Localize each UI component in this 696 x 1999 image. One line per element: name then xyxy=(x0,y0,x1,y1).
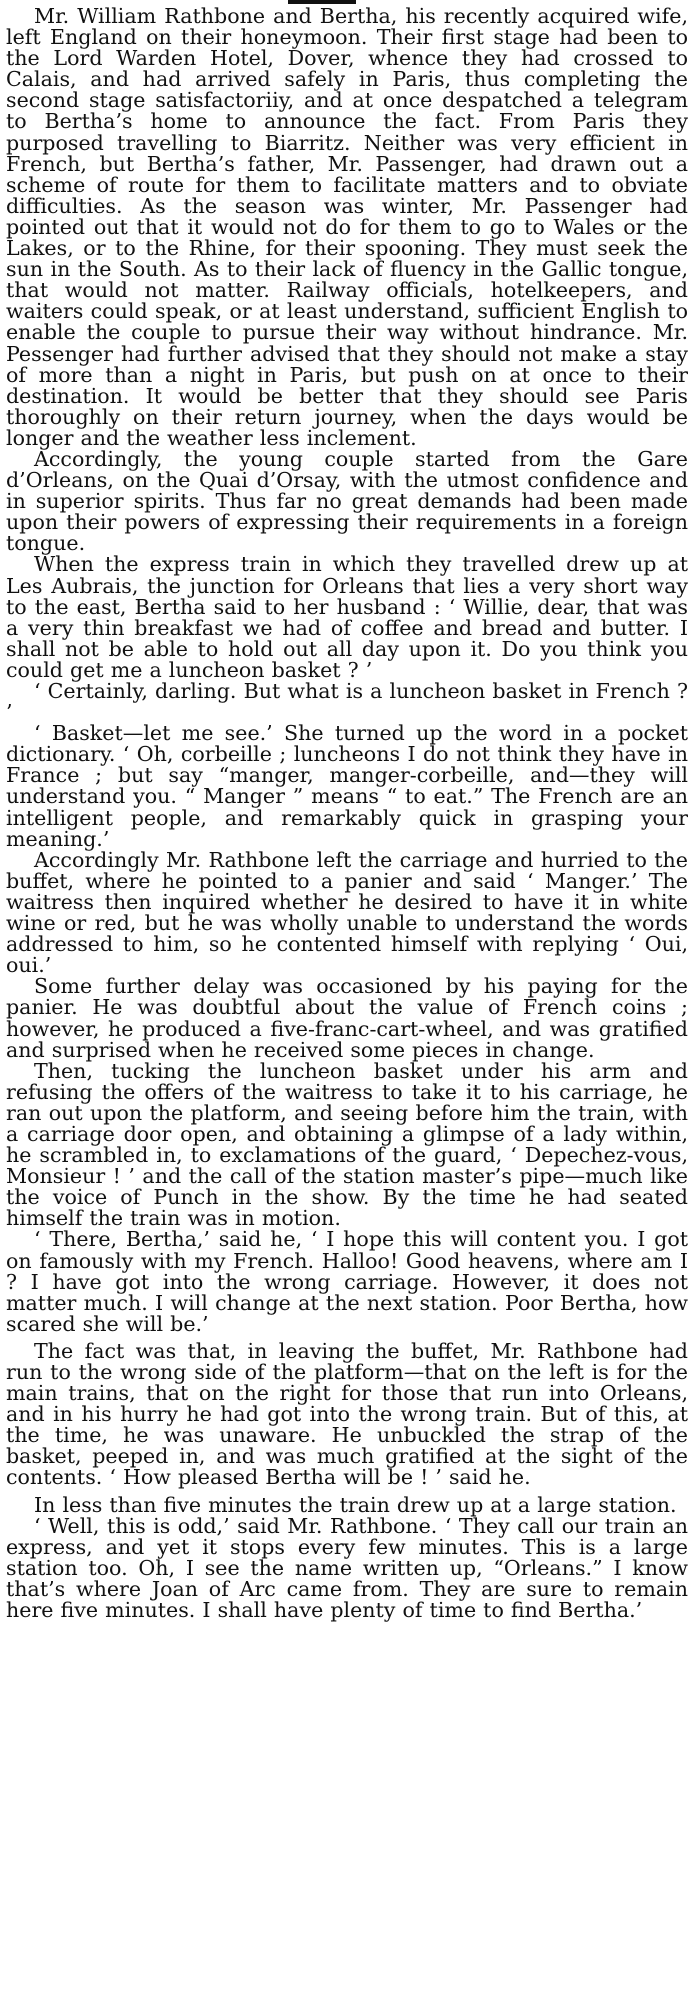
paragraph-10: The fact was that, in leaving the buffet, Mr. Rathbone had run to the wrong side of the platform—that on the left is for the main trains, that on the right for those that run into Orleans, and in his hurry he had got into the wrong train. But of this, at the time, he was unaware. He unbuckled the strap of the basket, peeped in, and was much gratified at the sight of the contents. ‘ How pleased Bertha will be ! ’ said he. xyxy=(6,1338,688,1490)
paragraph-12: ‘ Well, this is odd,’ said Mr. Rathbone. ‘ They call our train an express, and yet it stops every few minutes. This is a large station too. Oh, I see the name written up, “Orleans.” I know that’s where Joan of Arc came from. They are sure to remain here five minutes. I shall have plenty of time to find Bertha.’ xyxy=(6,1513,688,1623)
paragraph-2: Accordingly, the young couple started from the Gare d’Orleans, on the Quai d’Orsay, with the utmost confidence and in superior spirits. Thus far no great demands had been made upon their powers of expressing their requirements in a foreign tongue. xyxy=(6,446,688,556)
paragraph-11: In less than five minutes the train drew up at a large station. xyxy=(34,1492,677,1517)
paragraph-6: Accordingly Mr. Rathbone left the carriage and hurried to the buffet, where he pointed to a panier and said ‘ Manger.’ The waitress then inquired whether he desired to have it in white wine or red, but he was wholly unable to understand the words addressed to him, so he contented himself with replying ‘ Oui, oui.’ xyxy=(6,847,688,978)
paragraph-3: When the express train in which they travelled drew up at Les Aubrais, the junction for Orleans that lies a very short way to the east, Bertha said to her husband : ‘ Willie, dear, that was a very thin breakfast we had of coffee and bread and butter. I shall not be able to hold out all day upon it. Do you think you could get me a luncheon basket ? ’ xyxy=(6,552,688,682)
paragraph-7: Some further delay was occasioned by his paying for the panier. He was doubtful about the value of French coins ; however, he produced a five-franc-cart-wheel, and was gratified and surprised when he received some pieces in change. xyxy=(6,974,688,1062)
paragraph-4: ‘ Certainly, darling. But what is a luncheon basket in French ? ’ xyxy=(6,679,688,725)
paragraph-1: Mr. William Rathbone and Bertha, his recently acquired wife, left England on their honeymoon. Their first stage had been to the Lord Warden Hotel, Dover, whence they had crossed to Calais, and had arrived safely in Paris, thus completing the second stage satisfactoriiy, and at once despatched a telegram to Bertha’s home to announce the fact. From Paris they purposed travelling to Biarritz. Neither was very efficient in French, but Bertha’s father, Mr. Passenger, had drawn out a scheme of route for them to facilitate matters and to obviate difficulties. As the season was winter, Mr. Passenger had pointed out that it would not do for them to go to Wales or the Lakes, or to the Rhine, for their spooning. They must seek the sun in the South. As to their lack of fluency in the Gallic tongue, that would not matter. Railway officials, hotelkeepers, and waiters could speak, or at least understand, sufficient English to enable the couple to pursue their way without hindrance. Mr. Pessenger had further advised that they should not make a stay of more than a night in Paris, but push on at once to their destination. It would be better that they should see Paris thoroughly on their return journey, when the days would be longer and the weather less inclement. xyxy=(6,4,688,450)
paragraph-8: Then, tucking the luncheon basket under his arm and refusing the offers of the waitress to take it to his carriage, he ran out upon the platform, and seeing before him the train, with a carriage door open, and obtaining a glimpse of a lady within, he scrambled in, to exclamations of the guard, ‘ Depechez-vous, Monsieur ! ’ and the call of the station master’s pipe—much like the voice of Punch in the show. By the time he had seated himself the train was in motion. xyxy=(6,1058,688,1231)
top-rule xyxy=(288,0,356,4)
paragraph-9: ‘ There, Bertha,’ said he, ‘ I hope this will content you. I got on famously with my French. Halloo! Good heavens, where am I ? I have got into the wrong carriage. However, it does not matter much. I will change at the next station. Poor Bertha, how scared she will be.’ xyxy=(6,1227,688,1336)
paragraph-5: ‘ Basket—let me see.’ She turned up the word in a pocket dictionary. ‘ Oh, corbeille ; luncheons I do not think they have in France ; but say “manger, manger-corbeille, and—they will understand you. “ Manger ” means “ to eat.” The French are an intelligent people, and remarkably quick in grasping your meaning.’ xyxy=(6,721,688,851)
